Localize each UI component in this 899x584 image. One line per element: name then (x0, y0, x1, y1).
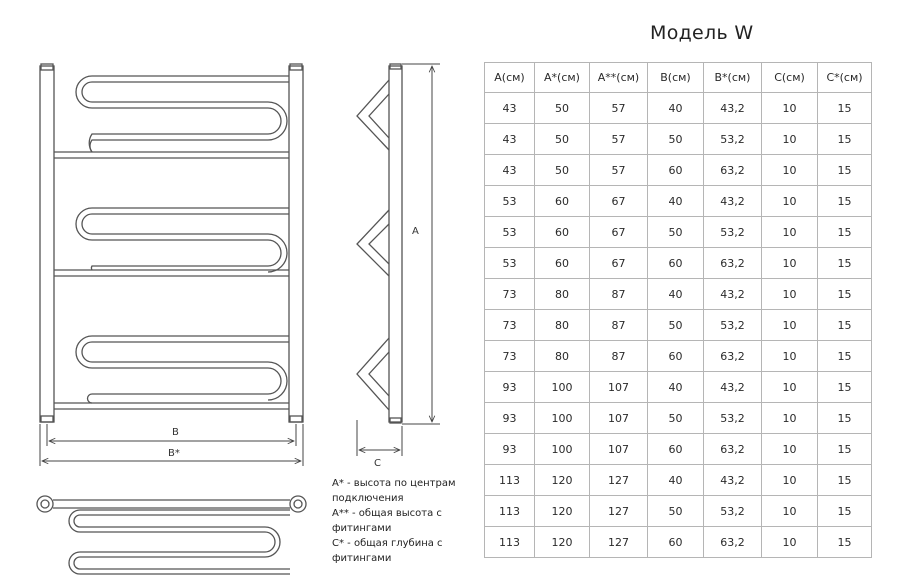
table-cell: 50 (648, 124, 704, 155)
right-post-cap-top (290, 64, 302, 70)
header-b-star: B*(см) (704, 63, 762, 93)
table-row (485, 496, 872, 527)
table-cell: 10 (762, 341, 818, 372)
table-cell: 50 (648, 403, 704, 434)
table-cell: 57 (590, 155, 648, 186)
table-cell: 127 (590, 496, 648, 527)
table-cell: 127 (590, 527, 648, 558)
front-view (40, 64, 303, 422)
serpentine-bar-3 (76, 336, 289, 403)
table-cell: 63,2 (704, 248, 762, 279)
table-cell: 15 (818, 155, 872, 186)
table-row (485, 310, 872, 341)
table-cell: 107 (590, 434, 648, 465)
table-row (485, 155, 872, 186)
legend-line: C* - общая глубина с (332, 538, 443, 549)
table-cell: 53,2 (704, 496, 762, 527)
table-cell: 80 (535, 341, 590, 372)
side-post (389, 66, 402, 422)
table-cell: 127 (590, 465, 648, 496)
table-cell: 63,2 (704, 155, 762, 186)
table-cell: 10 (762, 372, 818, 403)
table-cell: 60 (535, 248, 590, 279)
serpentine-bar-2 (76, 208, 289, 270)
table-header-row (485, 63, 872, 93)
label-c: C (374, 458, 381, 469)
table-cell: 10 (762, 310, 818, 341)
table-body (485, 93, 872, 558)
table-row (485, 124, 872, 155)
table-cell: 15 (818, 124, 872, 155)
table-cell: 10 (762, 496, 818, 527)
table-cell: 107 (590, 403, 648, 434)
table-cell: 15 (818, 403, 872, 434)
table-cell: 40 (648, 465, 704, 496)
table-row (485, 372, 872, 403)
table-cell: 43,2 (704, 93, 762, 124)
table-cell: 93 (485, 372, 535, 403)
table-cell: 60 (535, 186, 590, 217)
table-cell: 53,2 (704, 310, 762, 341)
table-cell: 50 (535, 124, 590, 155)
top-view (37, 496, 306, 574)
table-row (485, 527, 872, 558)
model-title: Модель W (650, 22, 754, 44)
table-cell: 50 (535, 155, 590, 186)
header-c: C(см) (762, 63, 818, 93)
table-cell: 10 (762, 248, 818, 279)
table-cell: 10 (762, 186, 818, 217)
table-cell: 43 (485, 124, 535, 155)
table-cell: 10 (762, 217, 818, 248)
table-cell: 87 (590, 341, 648, 372)
table-cell: 67 (590, 248, 648, 279)
table-cell: 60 (535, 217, 590, 248)
table-cell: 10 (762, 93, 818, 124)
table-cell: 80 (535, 310, 590, 341)
table-cell: 43,2 (704, 465, 762, 496)
table-cell: 15 (818, 279, 872, 310)
label-b-star: B* (168, 448, 180, 459)
table-cell: 57 (590, 93, 648, 124)
table-cell: 43,2 (704, 279, 762, 310)
table-cell: 50 (648, 310, 704, 341)
table-cell: 53,2 (704, 124, 762, 155)
left-post-cap-bottom (41, 416, 53, 422)
table-cell: 53,2 (704, 403, 762, 434)
table-cell: 40 (648, 93, 704, 124)
table-row (485, 465, 872, 496)
left-post (40, 66, 54, 422)
table-cell: 43,2 (704, 186, 762, 217)
table-cell: 40 (648, 186, 704, 217)
table-cell: 73 (485, 341, 535, 372)
table-cell: 10 (762, 124, 818, 155)
table-cell: 43 (485, 155, 535, 186)
table-row (485, 186, 872, 217)
table-cell: 10 (762, 465, 818, 496)
table-row (485, 403, 872, 434)
table-cell: 120 (535, 465, 590, 496)
table-cell: 15 (818, 186, 872, 217)
table-cell: 10 (762, 403, 818, 434)
table-cell: 60 (648, 434, 704, 465)
spec-table (484, 62, 872, 558)
side-bracket-2 (357, 210, 389, 276)
table-cell: 113 (485, 527, 535, 558)
table-cell: 57 (590, 124, 648, 155)
table-cell: 67 (590, 217, 648, 248)
table-cell: 60 (648, 248, 704, 279)
dimension-c (357, 420, 402, 456)
table-cell: 15 (818, 496, 872, 527)
table-cell: 113 (485, 465, 535, 496)
table-cell: 15 (818, 341, 872, 372)
table-cell: 87 (590, 310, 648, 341)
table-cell: 53,2 (704, 217, 762, 248)
legend-line: подключения (332, 493, 404, 504)
legend (332, 476, 482, 566)
legend-line: фитингами (332, 523, 392, 534)
table-cell: 60 (648, 527, 704, 558)
table-cell: 93 (485, 434, 535, 465)
table-cell: 40 (648, 372, 704, 403)
table-cell: 15 (818, 372, 872, 403)
table-cell: 15 (818, 217, 872, 248)
table-cell: 53 (485, 248, 535, 279)
table-cell: 107 (590, 372, 648, 403)
table-row (485, 341, 872, 372)
table-row (485, 434, 872, 465)
right-post-cap-bottom (290, 416, 302, 422)
label-a: A (412, 226, 419, 237)
legend-line: A** - общая высота с (332, 508, 442, 519)
table-cell: 53 (485, 186, 535, 217)
table-row (485, 93, 872, 124)
table-cell: 10 (762, 279, 818, 310)
table-cell: 100 (535, 372, 590, 403)
header-a: A(см) (485, 63, 535, 93)
right-post (289, 66, 303, 422)
table-cell: 100 (535, 403, 590, 434)
table-cell: 15 (818, 434, 872, 465)
table-cell: 120 (535, 496, 590, 527)
header-a-star: A*(см) (535, 63, 590, 93)
table-row (485, 248, 872, 279)
table-row (485, 279, 872, 310)
label-b: B (172, 427, 179, 438)
table-cell: 63,2 (704, 341, 762, 372)
table-cell: 10 (762, 155, 818, 186)
table-cell: 80 (535, 279, 590, 310)
table-cell: 87 (590, 279, 648, 310)
table-cell: 50 (535, 93, 590, 124)
table-cell: 15 (818, 527, 872, 558)
table-cell: 43,2 (704, 372, 762, 403)
header-b: B(см) (648, 63, 704, 93)
table-cell: 63,2 (704, 434, 762, 465)
table-cell: 50 (648, 217, 704, 248)
table-cell: 53 (485, 217, 535, 248)
table-cell: 43 (485, 93, 535, 124)
header-c-star: C*(см) (818, 63, 872, 93)
table-cell: 15 (818, 465, 872, 496)
table-cell: 15 (818, 93, 872, 124)
table-cell: 10 (762, 434, 818, 465)
header-a-double-star: A**(см) (590, 63, 648, 93)
table-cell: 40 (648, 279, 704, 310)
table-cell: 15 (818, 248, 872, 279)
dimension-a (402, 64, 440, 424)
left-post-cap-top (41, 64, 53, 70)
table-cell: 73 (485, 279, 535, 310)
table-cell: 50 (648, 496, 704, 527)
table-cell: 93 (485, 403, 535, 434)
legend-line: A* - высота по центрам (332, 478, 456, 489)
table-cell: 60 (648, 155, 704, 186)
table-row (485, 217, 872, 248)
legend-line: фитингами (332, 553, 392, 564)
table-cell: 60 (648, 341, 704, 372)
table-cell: 63,2 (704, 527, 762, 558)
table-cell: 100 (535, 434, 590, 465)
table-cell: 73 (485, 310, 535, 341)
side-bracket-1 (357, 80, 389, 150)
table-cell: 10 (762, 527, 818, 558)
table-cell: 113 (485, 496, 535, 527)
table-cell: 15 (818, 310, 872, 341)
side-bracket-3 (357, 338, 389, 410)
table-cell: 120 (535, 527, 590, 558)
table-cell: 67 (590, 186, 648, 217)
side-view (357, 64, 402, 423)
